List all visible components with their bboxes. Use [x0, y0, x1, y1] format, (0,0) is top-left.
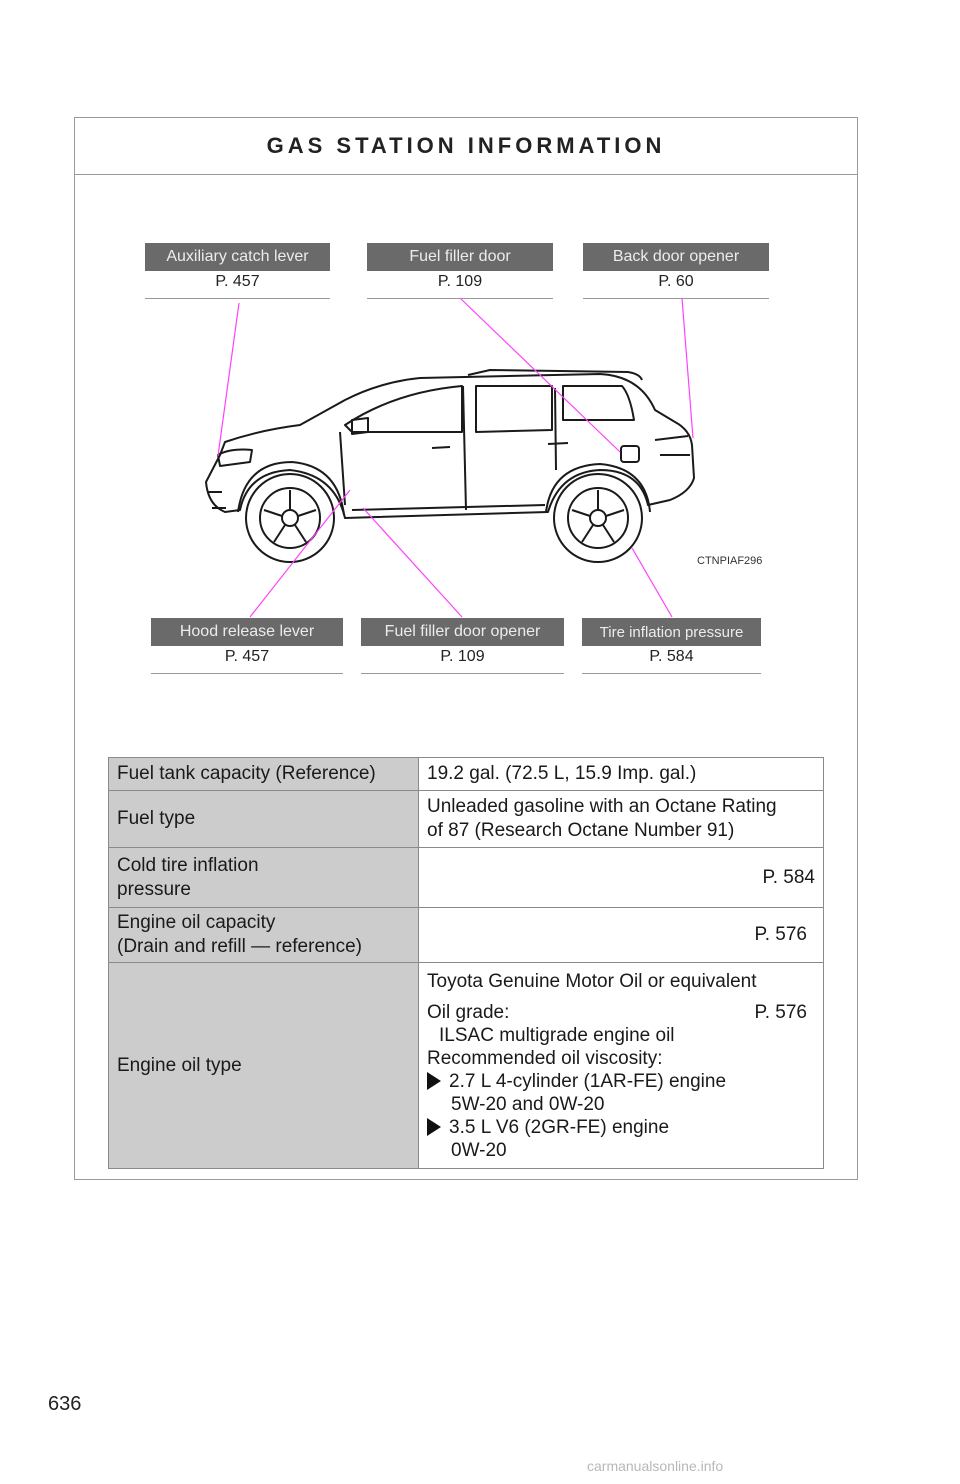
table-row: [109, 848, 824, 908]
arrow-right-icon: [427, 1118, 441, 1136]
callout-fuel-filler-door: Fuel filler door: [367, 243, 553, 271]
arrow-right-icon: [427, 1072, 441, 1090]
engine-option-label: 2.7 L 4-cylinder (1AR-FE) engine: [449, 1070, 727, 1092]
callout-back-door-opener: Back door opener: [583, 243, 769, 271]
callout-auxiliary-catch-lever: Auxiliary catch lever: [145, 243, 330, 271]
oil-grade-page-ref: P. 576: [754, 1001, 807, 1023]
table-row: [109, 908, 824, 963]
engine-option: [427, 1070, 815, 1093]
watermark: carmanualsonline.info: [587, 1458, 724, 1474]
label-line: Engine oil capacity: [117, 912, 276, 933]
row-label: Fuel tank capacity (Reference): [109, 758, 419, 791]
page-number: 636: [48, 1393, 82, 1415]
callout-tire-inflation-pressure: Tire inflation pressure: [582, 618, 761, 646]
value-line: Unleaded gasoline with an Octane Rating: [427, 796, 777, 817]
row-label: Engine oil type: [109, 963, 419, 1169]
row-value: [419, 963, 824, 1169]
spec-table: [108, 757, 824, 1169]
table-row: [109, 791, 824, 848]
table-row: [109, 963, 824, 1169]
row-label: [109, 908, 419, 963]
callout-hood-release-lever: Hood release lever: [151, 618, 343, 646]
callout-page-ref: P. 457: [145, 273, 330, 299]
row-label: Fuel type: [109, 791, 419, 848]
callout-page-ref: P. 60: [583, 273, 769, 299]
callout-page-ref: P. 109: [361, 648, 564, 674]
engine-option-label: 3.5 L V6 (2GR-FE) engine: [449, 1116, 670, 1138]
callout-fuel-filler-door-opener: Fuel filler door opener: [361, 618, 564, 646]
label-line: pressure: [117, 878, 191, 900]
callout-page-ref: P. 584: [582, 648, 761, 674]
oil-grade-label: Oil grade:: [427, 1001, 510, 1023]
viscosity-label: Recommended oil viscosity:: [427, 1047, 663, 1069]
engine-viscosity: 0W-20: [451, 1139, 507, 1161]
label-line: Cold tire inflation: [117, 854, 259, 876]
page-title: GAS STATION INFORMATION: [266, 133, 666, 158]
value-line: of 87 (Research Octane Number 91): [427, 820, 735, 841]
engine-viscosity: 5W-20 and 0W-20: [451, 1093, 605, 1115]
row-page-ref: P. 584: [419, 848, 824, 908]
row-label: [109, 848, 419, 908]
oil-grade-row: [427, 1001, 815, 1024]
row-value: 19.2 gal. (72.5 L, 15.9 Imp. gal.): [419, 758, 824, 791]
oil-grade-value: ILSAC multigrade engine oil: [439, 1024, 675, 1046]
callout-page-ref: P. 457: [151, 648, 343, 674]
row-value: [419, 791, 824, 848]
label-line: (Drain and refill — reference): [117, 936, 362, 957]
table-row: [109, 758, 824, 791]
engine-option: [427, 1116, 815, 1139]
callout-page-ref: P. 109: [367, 273, 553, 299]
image-code: CTNPIAF296: [697, 555, 763, 567]
value-line: Toyota Genuine Motor Oil or equivalent: [427, 970, 757, 992]
row-page-ref: P. 576: [419, 908, 824, 963]
